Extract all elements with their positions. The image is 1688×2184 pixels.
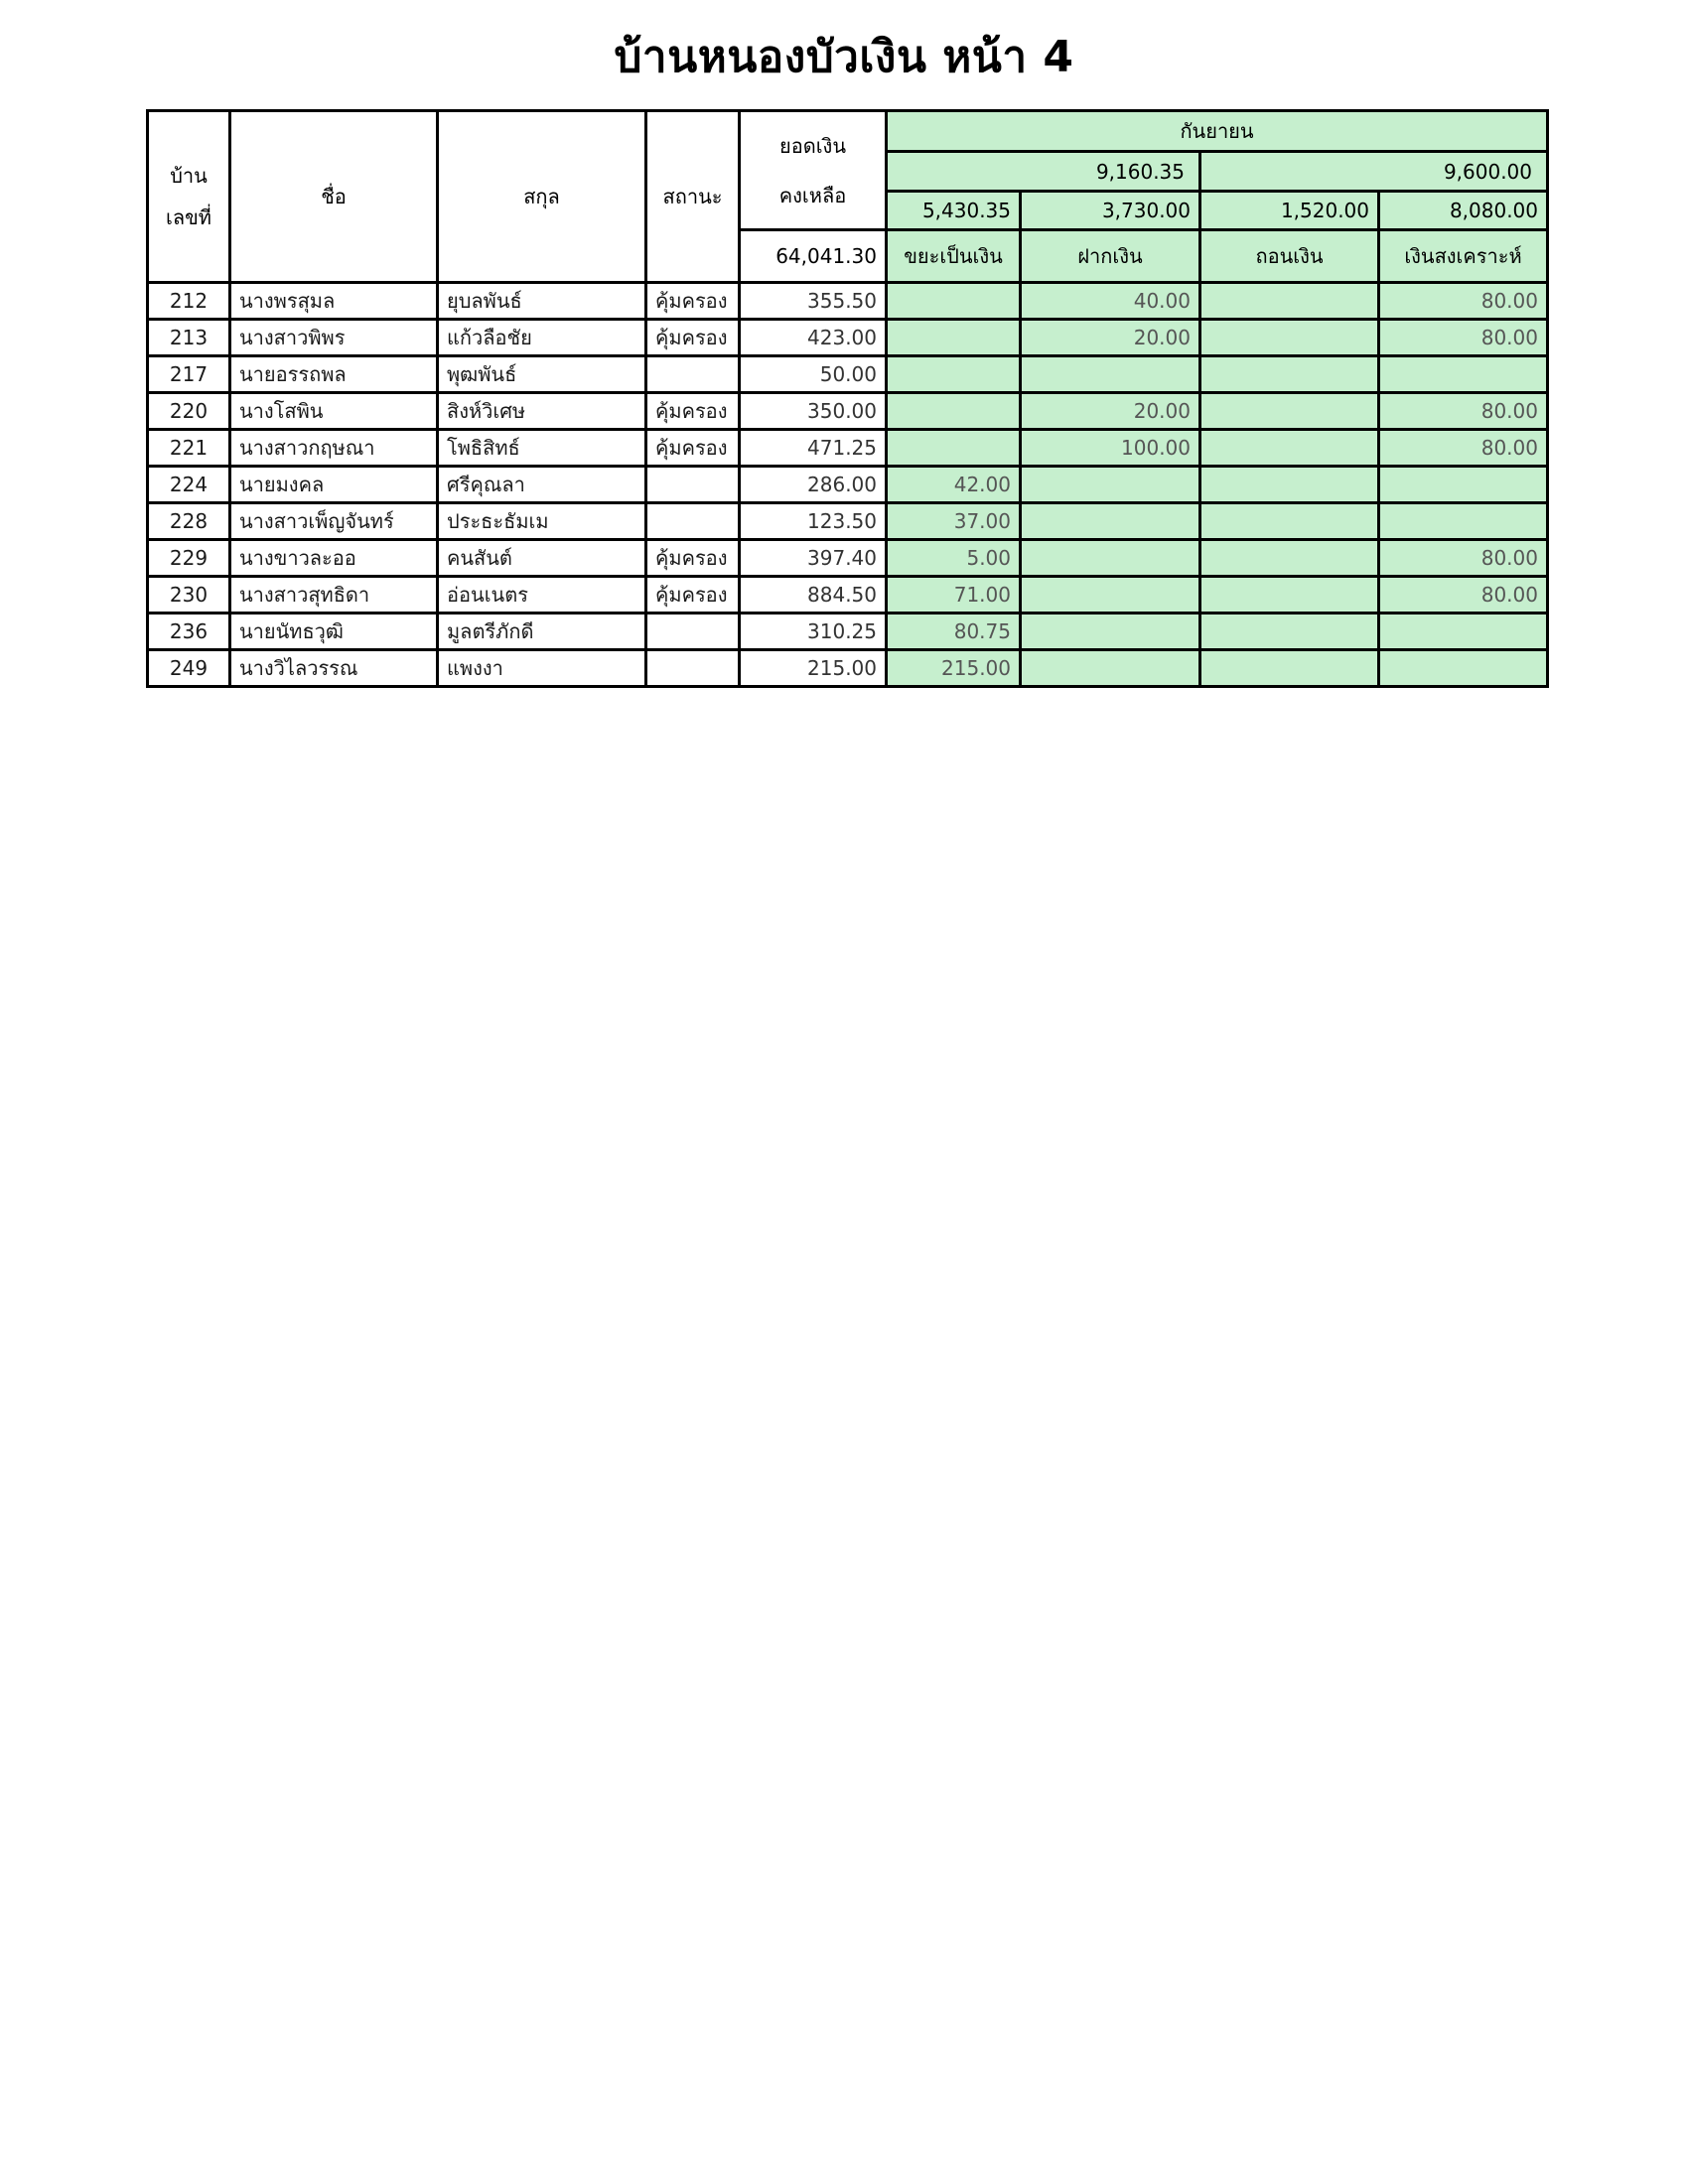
cell-surname: ประธะธัมเม <box>438 503 646 540</box>
cell-deposit <box>1021 503 1200 540</box>
table-row <box>148 503 1548 540</box>
header-balance-total: 64,041.30 <box>740 230 887 283</box>
cell-withdraw <box>1200 467 1379 503</box>
cell-balance: 215.00 <box>740 650 887 687</box>
header-month-sum-1: 9,160.35 <box>887 152 1200 192</box>
cell-status: คุ้มครอง <box>646 577 740 614</box>
cell-surname: ยุบลพันธ์ <box>438 283 646 320</box>
cell-status <box>646 356 740 393</box>
table-row <box>148 393 1548 430</box>
cell-name: นางสาวสุทธิดา <box>230 577 438 614</box>
header-label-deposit: ฝากเงิน <box>1021 230 1200 283</box>
cell-welfare <box>1379 356 1548 393</box>
page-title: บ้านหนองบัวเงิน หน้า 4 <box>614 32 1074 82</box>
cell-surname: โพธิสิทธ์ <box>438 430 646 467</box>
header-house-no-line2: เลขที่ <box>166 205 211 229</box>
cell-name: นางสาวพิพร <box>230 320 438 356</box>
cell-welfare: 80.00 <box>1379 393 1548 430</box>
table-row <box>148 577 1548 614</box>
cell-status: คุ้มครอง <box>646 540 740 577</box>
cell-deposit <box>1021 356 1200 393</box>
cell-deposit: 100.00 <box>1021 430 1200 467</box>
cell-withdraw <box>1200 356 1379 393</box>
cell-waste <box>887 356 1021 393</box>
cell-deposit: 40.00 <box>1021 283 1200 320</box>
table-row <box>148 540 1548 577</box>
cell-surname: ศรีคุณลา <box>438 467 646 503</box>
cell-name: นายอรรถพล <box>230 356 438 393</box>
cell-deposit: 20.00 <box>1021 393 1200 430</box>
cell-name: นางวิไลวรรณ <box>230 650 438 687</box>
header-balance-line2: คงเหลือ <box>778 183 847 207</box>
header-total-deposit: 3,730.00 <box>1021 192 1200 230</box>
cell-house-no: 224 <box>148 467 230 503</box>
cell-status: คุ้มครอง <box>646 320 740 356</box>
cell-surname: มูลตรีภักดี <box>438 614 646 650</box>
header-house-no-line1: บ้าน <box>170 164 208 188</box>
cell-balance: 471.25 <box>740 430 887 467</box>
cell-welfare <box>1379 650 1548 687</box>
table-row <box>148 283 1548 320</box>
table-header <box>148 111 1548 283</box>
header-balance-line1: ยอดเงิน <box>779 133 846 158</box>
cell-house-no: 221 <box>148 430 230 467</box>
header-label-welfare: เงินสงเคราะห์ <box>1379 230 1548 283</box>
header-month: กันยายน <box>887 111 1548 152</box>
cell-name: นางขาวละออ <box>230 540 438 577</box>
cell-status <box>646 503 740 540</box>
cell-waste: 71.00 <box>887 577 1021 614</box>
cell-waste <box>887 430 1021 467</box>
cell-surname: แก้วลือชัย <box>438 320 646 356</box>
cell-waste <box>887 320 1021 356</box>
cell-waste: 37.00 <box>887 503 1021 540</box>
cell-deposit: 20.00 <box>1021 320 1200 356</box>
cell-balance: 50.00 <box>740 356 887 393</box>
cell-house-no: 220 <box>148 393 230 430</box>
cell-house-no: 229 <box>148 540 230 577</box>
header-total-waste: 5,430.35 <box>887 192 1021 230</box>
cell-welfare: 80.00 <box>1379 540 1548 577</box>
table-row <box>148 650 1548 687</box>
cell-withdraw <box>1200 577 1379 614</box>
cell-house-no: 236 <box>148 614 230 650</box>
cell-name: นายนัทธวุฒิ <box>230 614 438 650</box>
cell-welfare: 80.00 <box>1379 577 1548 614</box>
cell-welfare: 80.00 <box>1379 430 1548 467</box>
cell-name: นางสาวกฤษณา <box>230 430 438 467</box>
cell-welfare <box>1379 467 1548 503</box>
cell-status <box>646 650 740 687</box>
table-body <box>148 283 1548 687</box>
cell-status: คุ้มครอง <box>646 393 740 430</box>
table-row <box>148 430 1548 467</box>
cell-surname: แพงงา <box>438 650 646 687</box>
cell-withdraw <box>1200 503 1379 540</box>
cell-surname: สิงห์วิเศษ <box>438 393 646 430</box>
cell-house-no: 230 <box>148 577 230 614</box>
cell-balance: 355.50 <box>740 283 887 320</box>
cell-deposit <box>1021 577 1200 614</box>
cell-house-no: 213 <box>148 320 230 356</box>
cell-waste <box>887 393 1021 430</box>
cell-house-no: 217 <box>148 356 230 393</box>
cell-waste: 215.00 <box>887 650 1021 687</box>
table-row <box>148 320 1548 356</box>
cell-surname: คนสันต์ <box>438 540 646 577</box>
header-surname: สกุล <box>438 111 646 283</box>
cell-balance: 123.50 <box>740 503 887 540</box>
header-status: สถานะ <box>646 111 740 283</box>
cell-balance: 310.25 <box>740 614 887 650</box>
cell-deposit <box>1021 540 1200 577</box>
ledger-table <box>146 109 1549 688</box>
cell-house-no: 249 <box>148 650 230 687</box>
cell-deposit <box>1021 614 1200 650</box>
header-total-withdraw: 1,520.00 <box>1200 192 1379 230</box>
cell-surname: อ่อนเนตร <box>438 577 646 614</box>
cell-withdraw <box>1200 283 1379 320</box>
cell-balance: 350.00 <box>740 393 887 430</box>
cell-name: นางโสพิน <box>230 393 438 430</box>
cell-withdraw <box>1200 650 1379 687</box>
cell-balance: 397.40 <box>740 540 887 577</box>
cell-deposit <box>1021 467 1200 503</box>
cell-name: นางสาวเพ็ญจันทร์ <box>230 503 438 540</box>
cell-status: คุ้มครอง <box>646 283 740 320</box>
cell-withdraw <box>1200 320 1379 356</box>
cell-welfare <box>1379 614 1548 650</box>
cell-withdraw <box>1200 540 1379 577</box>
cell-waste <box>887 283 1021 320</box>
table-row <box>148 356 1548 393</box>
cell-waste: 80.75 <box>887 614 1021 650</box>
cell-deposit <box>1021 650 1200 687</box>
header-name: ชื่อ <box>230 111 438 283</box>
cell-balance: 884.50 <box>740 577 887 614</box>
cell-waste: 42.00 <box>887 467 1021 503</box>
cell-surname: พุฒพันธ์ <box>438 356 646 393</box>
header-total-welfare: 8,080.00 <box>1379 192 1548 230</box>
cell-house-no: 228 <box>148 503 230 540</box>
cell-balance: 286.00 <box>740 467 887 503</box>
cell-house-no: 212 <box>148 283 230 320</box>
cell-status <box>646 467 740 503</box>
header-house-no <box>148 111 230 283</box>
cell-status: คุ้มครอง <box>646 430 740 467</box>
cell-name: นางพรสุมล <box>230 283 438 320</box>
cell-welfare <box>1379 503 1548 540</box>
header-label-withdraw: ถอนเงิน <box>1200 230 1379 283</box>
cell-withdraw <box>1200 614 1379 650</box>
header-label-waste: ขยะเป็นเงิน <box>887 230 1021 283</box>
table-row <box>148 467 1548 503</box>
cell-withdraw <box>1200 393 1379 430</box>
header-month-sum-2: 9,600.00 <box>1200 152 1548 192</box>
cell-name: นายมงคล <box>230 467 438 503</box>
cell-waste: 5.00 <box>887 540 1021 577</box>
cell-balance: 423.00 <box>740 320 887 356</box>
cell-status <box>646 614 740 650</box>
cell-withdraw <box>1200 430 1379 467</box>
header-balance <box>740 111 887 230</box>
cell-welfare: 80.00 <box>1379 283 1548 320</box>
table-row <box>148 614 1548 650</box>
cell-welfare: 80.00 <box>1379 320 1548 356</box>
